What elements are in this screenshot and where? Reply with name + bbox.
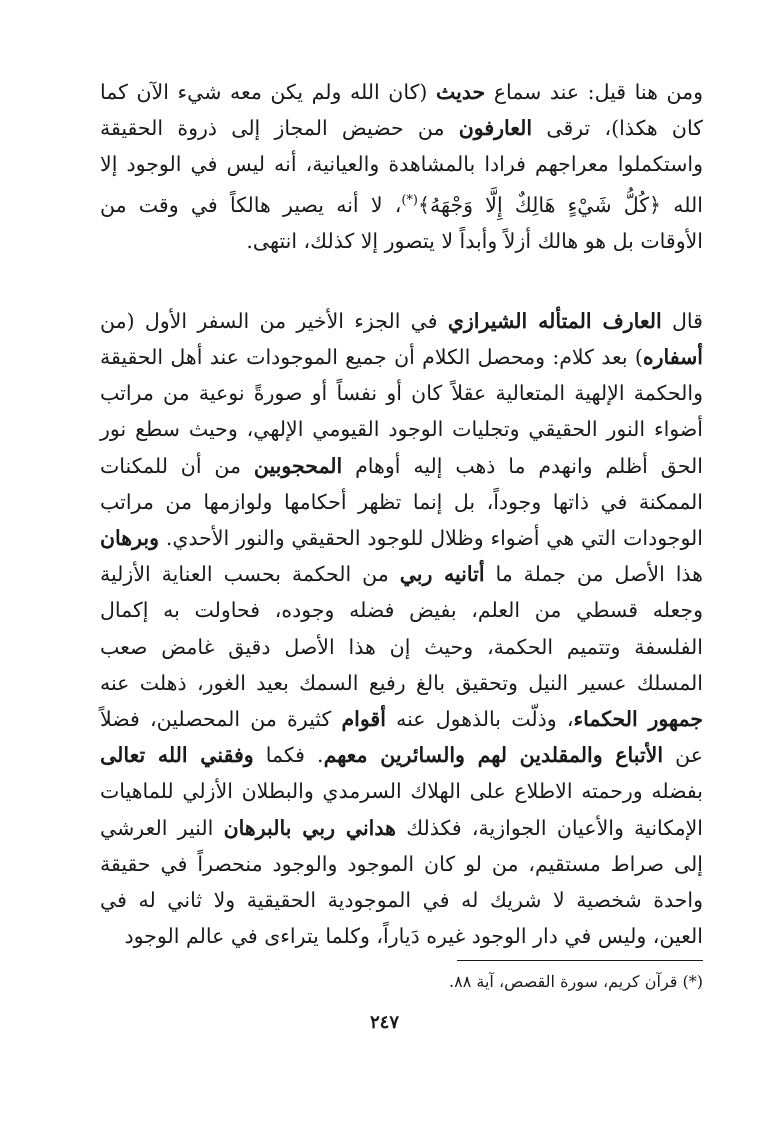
text-span: هذا الأصل من جملة ما	[484, 562, 703, 587]
text-span: كثيرة من المحصلين، فضلاً عن	[100, 707, 703, 768]
footnote-divider	[457, 960, 703, 961]
page-number: ٢٤٧	[369, 1012, 399, 1033]
text-span: (كان الله ولم يكن معه شيء الآن كما كان هكذا)، ترقى	[100, 80, 703, 141]
text-span: قال	[661, 308, 703, 333]
bold-term: الأتباع والمقلدين لهم والسائرين معهم	[323, 743, 664, 768]
bold-term: هداني ربي بالبرهان	[223, 815, 396, 840]
paragraph-2	[100, 303, 703, 955]
text-span: . فكما	[253, 743, 324, 768]
bold-term: العارفون	[458, 116, 533, 141]
bold-term: المحجوبين	[253, 453, 343, 478]
bold-term: أتانيه ربي	[399, 562, 485, 587]
text-span: النير العرشي إلى صراط مستقيم، من لو كان الموجود والوجود منحصراً في حقيقة واحدة شخصية لا شريك له في الموجودية الحقيقية ولا ثاني له في العين، وليس في دار الوجود غيره دَياراً، وكلما يتراءى في عالم الوجود	[100, 815, 703, 949]
bold-term: أقوام	[341, 707, 386, 732]
text-span: من حضيض المجاز إلى ذروة الحقيقة واستكملوا معراجهم فرادا بالمشاهدة والعيانية، أنه ليس في الوجود إلا الله ﴿كُلُّ شَيْءٍ هَالِكٌ إِلَّا وَجْهَهُ﴾	[100, 116, 703, 217]
paragraph-1	[100, 74, 703, 259]
text-span: من الحكمة بحسب العناية الأزلية وجعله قسطي من العلم، بفيض فضله وجوده، فحاولت به إكمال الفلسفة وتتميم الحكمة، وحيث إن هذا الأصل دقيق غامض صعب المسلك عسير النيل وتحقيق بالغ رفيع السمك بعيد الغور، ذهلت عنه	[100, 562, 703, 695]
text-span: في الجزء الأخير من السفر الأول (من	[100, 308, 448, 333]
bold-term: العارف المتأله الشيرازي	[447, 308, 662, 333]
text-span: ، لا أنه يصير هالكاً في وقت من الأوقات بل هو هالك أزلاً وأبداً لا يتصور إلا كذلك، انتهى.	[100, 192, 703, 253]
text-span: ) بعد كلام: ومحصل الكلام أن جميع الموجودات عند أهل الحقيقة والحكمة الإلهية المتعالية عقلاً كان أو نفساً أو صورةً نوعية من مراتب أضواء النور الحقيقي وتجليات الوجود القيومي الإلهي، وحيث سطع نور الحق أظلم وانهدم ما ذهب إليه أوهام	[100, 345, 703, 478]
text-span: ومن هنا قيل: عند سماع	[485, 80, 703, 104]
footnote: (*) قرآن كريم، سورة القصص، آية ٨٨.	[449, 972, 703, 991]
main-text	[100, 74, 703, 955]
text-span: بفضله ورحمته الاطلاع على الهلاك السرمدي والبطلان الأزلي للماهيات الإمكانية والأعيان الجوازية، فكذلك	[100, 779, 703, 840]
bold-term: أسفاره	[642, 345, 703, 370]
bold-term: وبرهان	[100, 526, 160, 551]
bold-term: جمهور الحكماء	[573, 707, 703, 732]
text-span: من أن للمكنات الممكنة في ذاتها وجوداً، بل إنما تظهر أحكامها ولوازمها من مراتب الوجودات التي هي أضواء وظلال للوجود الحقيقي والنور الأحدي.	[100, 453, 703, 551]
footnote-marker: (*)	[401, 192, 419, 208]
bold-term: حديث	[435, 80, 486, 104]
bold-term: وفقني الله تعالى	[100, 743, 254, 768]
text-span: ، وذلّت بالذهول عنه	[385, 707, 574, 732]
